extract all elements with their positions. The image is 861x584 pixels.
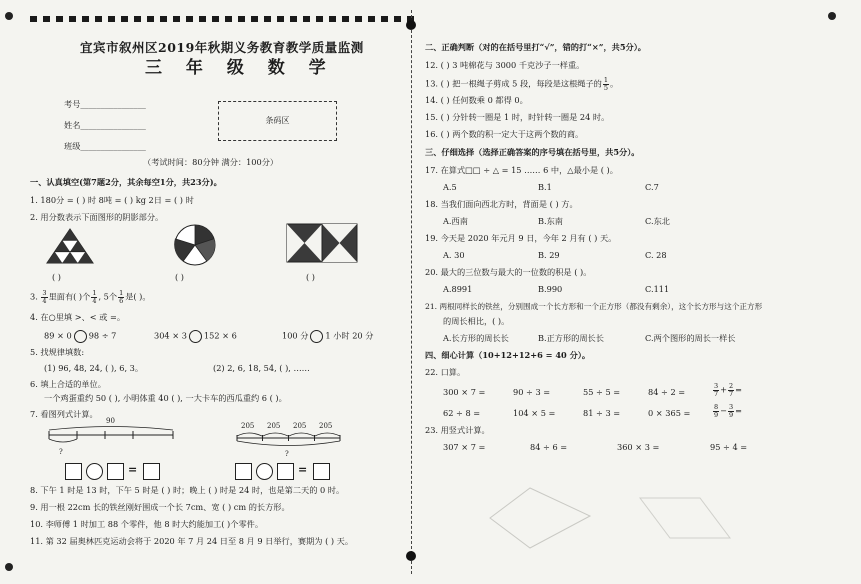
oral-calc-fraction: $\frac{3}{7}$ + $\frac{2}{7}$ = <box>714 382 743 398</box>
bleed-through-marks <box>470 478 770 558</box>
vertical-calc: 84 ÷ 6 = <box>530 442 568 452</box>
choice-19: 19. 今天是 2020 年元月 9 日，今年 2 月有 ( ) 天。 <box>425 233 617 243</box>
punch-hole <box>828 12 836 20</box>
choice-21-option-a[interactable]: A.长方形的周长长 <box>443 333 509 343</box>
vertical-calc: 307 × 7 = <box>443 442 486 452</box>
fraction: $\frac{3}{4}$ <box>42 289 47 305</box>
compare-circle[interactable] <box>310 330 323 343</box>
fraction: $\frac{1}{4}$ <box>92 289 97 305</box>
subject-title: 三 年 级 数 学 <box>145 58 335 78</box>
rectangle-figure <box>287 224 357 262</box>
q2-answer-3[interactable]: ( ) <box>306 272 315 282</box>
section-2-heading: 二、正确判断（对的在括号里打“√”，错的打“×”，共5分）。 <box>425 42 646 52</box>
q7-part-label: 205 <box>293 422 307 430</box>
q7-part-label: 205 <box>267 422 281 430</box>
q7-diagram-2 <box>236 430 344 452</box>
oral-calc: 0 × 365 = <box>648 408 691 418</box>
equals-sign: = <box>128 463 138 476</box>
q7-answer-box[interactable] <box>277 463 294 480</box>
q7-operator-circle[interactable] <box>86 463 103 480</box>
center-fold-line <box>411 10 412 574</box>
question-2: 2. 用分数表示下面图形的阴影部分。 <box>30 212 164 222</box>
q7-operator-circle[interactable] <box>256 463 273 480</box>
section-1-heading: 一、认真填空(第7题2分，其余每空1分，共23分)。 <box>30 177 222 187</box>
question-11: 11. 第 32 届奥林匹克运动会将于 2020 年 7 月 24 日至 8 月 9 日举行，赛期为 ( ) 天。 <box>30 536 354 546</box>
q4-compare-3: 100 分 1 小时 20 分 <box>282 330 373 343</box>
section-3-heading: 三、仔细选择（选择正确答案的序号填在括号里，共5分）。 <box>425 147 640 157</box>
q5-sequence-2: (2) 2, 6, 18, 54, ( ), …… <box>213 363 310 373</box>
field-exam-no: 考号________________ <box>64 99 146 109</box>
q7-answer-box[interactable] <box>313 463 330 480</box>
vertical-calc: 95 ÷ 4 = <box>710 442 748 452</box>
q4-compare-2: 304 × 3 152 × 6 <box>154 330 237 343</box>
q4-compare-1: 89 × 0 98 ÷ 7 <box>44 330 116 343</box>
question-9: 9. 用一根 22cm 长的铁丝刚好围成一个长 7cm、宽 ( ) cm 的长方形。 <box>30 502 290 512</box>
triangle-figure <box>47 229 93 265</box>
oral-calc: 300 × 7 = <box>443 387 486 397</box>
punch-hole <box>5 12 13 20</box>
question-5: 5. 找规律填数: <box>30 347 85 357</box>
q6-units: 一个鸡蛋重约 50 ( ), 小明体重 40 ( ), 一大卡车的西瓜重约 6 ( )。 <box>44 393 287 403</box>
judge-13: 13. ( ) 把一根绳子剪成 5 段，每段是这根绳子的 $\frac{1}{5}$ 。 <box>425 76 619 92</box>
section-4-heading: 四、细心计算（10+12+12+6 = 40 分）。 <box>425 350 591 360</box>
oral-calc: 90 ÷ 3 = <box>513 387 551 397</box>
circle-figure <box>174 224 216 266</box>
compare-circle[interactable] <box>189 330 202 343</box>
barcode-area: 条码区 <box>218 101 337 141</box>
q5-sequence-1: (1) 96, 48, 24, ( ), 6, 3。 <box>44 363 144 373</box>
compare-circle[interactable] <box>74 330 87 343</box>
q2-answer-1[interactable]: ( ) <box>52 272 61 282</box>
perforation-line <box>30 16 415 22</box>
field-name: 姓名________________ <box>64 120 146 130</box>
fraction: $\frac{1}{6}$ <box>119 289 124 305</box>
fraction: $\frac{1}{5}$ <box>603 76 608 92</box>
question-10: 10. 李师傅 1 时加工 88 个零件，他 8 时大约能加工( )个零件。 <box>30 519 264 529</box>
choice-18-option-c[interactable]: C.东北 <box>645 216 670 226</box>
question-7: 7. 看图列式计算。 <box>30 409 98 419</box>
choice-21: 21. 两根同样长的铁丝，分别围成一个长方形和一个正方形（都没有剩余），这个长方形与这个正方形 <box>425 302 763 311</box>
fold-mark <box>406 20 416 30</box>
punch-hole <box>5 563 13 571</box>
question-1: 1. 180分 = ( ) 时 8吨 = ( ) kg 2日 = ( ) 时 <box>30 195 194 205</box>
choice-20-option-a[interactable]: A.8991 <box>443 284 473 294</box>
exam-title: 宜宾市叙州区2019年秋期义务教育教学质量监测 <box>80 40 364 55</box>
choice-17-option-c[interactable]: C.7 <box>645 182 659 192</box>
q7-answer-box[interactable] <box>143 463 160 480</box>
oral-calc: 62 ÷ 8 = <box>443 408 481 418</box>
q7-unknown-2: ? <box>285 450 289 458</box>
judge-12: 12. ( ) 3 吨棉花与 3000 千克沙子一样重。 <box>425 60 585 70</box>
judge-14: 14. ( ) 任何数乘 0 都得 0。 <box>425 95 528 105</box>
q7-total-label: 90 <box>106 417 115 425</box>
oral-calc: 104 × 5 = <box>513 408 556 418</box>
question-8: 8. 下午 1 时是 13 时，下午 5 时是 ( ) 时；晚上 ( ) 时是 24 时，也是第二天的 0 时。 <box>30 485 345 495</box>
question-22: 22. 口算。 <box>425 367 466 377</box>
equals-sign: = <box>298 463 308 476</box>
q7-unknown-1: ? <box>59 448 63 456</box>
choice-19-option-a[interactable]: A. 30 <box>443 250 465 260</box>
choice-20-option-b[interactable]: B.990 <box>538 284 563 294</box>
oral-calc-fraction: $\frac{8}{9}$ − $\frac{3}{9}$ = <box>714 403 743 419</box>
question-3: 3. $\frac{3}{4}$ 里面有( )个 $\frac{1}{4}$ , 5个 $\frac{1}{6}$ 是( )。 <box>30 289 151 305</box>
q2-answer-2[interactable]: ( ) <box>175 272 184 282</box>
choice-18-option-a[interactable]: A.西南 <box>443 216 468 226</box>
question-6: 6. 填上合适的单位。 <box>30 379 106 389</box>
choice-20-option-c[interactable]: C.111 <box>645 284 670 294</box>
choice-21-option-b[interactable]: B.正方形的周长长 <box>538 333 604 343</box>
exam-info: （考试时间：80分钟 满分：100分） <box>143 157 279 167</box>
question-23: 23. 用竖式计算。 <box>425 425 490 435</box>
choice-18-option-b[interactable]: B.东南 <box>538 216 563 226</box>
q7-answer-box[interactable] <box>65 463 82 480</box>
choice-21-option-c[interactable]: C.两个图形的周长一样长 <box>645 333 736 343</box>
oral-calc: 84 ÷ 2 = <box>648 387 686 397</box>
choice-17-option-a[interactable]: A.5 <box>443 182 457 192</box>
choice-17-option-b[interactable]: B.1 <box>538 182 552 192</box>
choice-18: 18. 当我们面向西北方时，背面是 ( ) 方。 <box>425 199 578 209</box>
oral-calc: 55 ÷ 5 = <box>583 387 621 397</box>
judge-15: 15. ( ) 分针转一圈是 1 时，时针转一圈是 24 时。 <box>425 112 610 122</box>
q7-answer-box[interactable] <box>235 463 252 480</box>
choice-21-continued: 的周长相比，( )。 <box>443 316 510 326</box>
vertical-calc: 360 × 3 = <box>617 442 660 452</box>
judge-16: 16. ( ) 两个数的积一定大于这两个数的商。 <box>425 129 584 139</box>
choice-19-option-c[interactable]: C. 28 <box>645 250 667 260</box>
q7-diagram-1 <box>47 425 177 453</box>
q7-answer-box[interactable] <box>107 463 124 480</box>
q7-part-label: 205 <box>241 422 255 430</box>
choice-17: 17. 在算式□□ ÷ △ = 15 …… 6 中，△最小是 ( )。 <box>425 165 618 175</box>
choice-20: 20. 最大的三位数与最大的一位数的积是 ( )。 <box>425 267 592 277</box>
field-class: 班级________________ <box>64 141 146 151</box>
fold-mark <box>406 551 416 561</box>
choice-19-option-b[interactable]: B. 29 <box>538 250 560 260</box>
question-4: 4. 在○里填 >、< 或 =。 <box>30 312 126 322</box>
q7-part-label: 205 <box>319 422 333 430</box>
oral-calc: 81 ÷ 3 = <box>583 408 621 418</box>
